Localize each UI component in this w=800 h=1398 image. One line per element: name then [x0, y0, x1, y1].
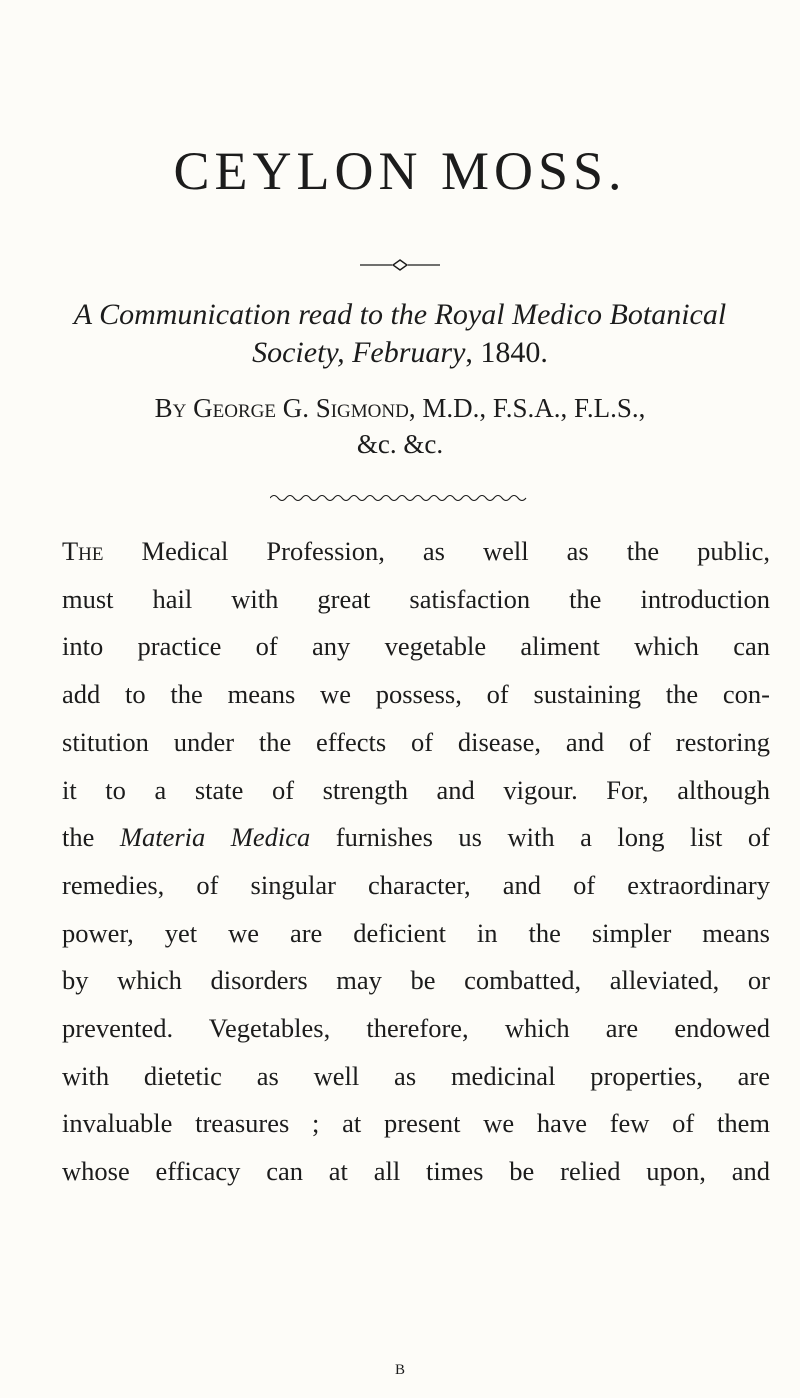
body-line-10: by which disorders may be combatted, alleviated, or [62, 965, 770, 996]
body-line-7-a: the [62, 822, 120, 853]
subtitle-society: Society [252, 336, 338, 369]
signature-mark: B [394, 1362, 405, 1378]
body-line-11: prevented. Vegetables, therefore, which are endowed [62, 1013, 770, 1044]
subtitle-month: February [352, 336, 466, 369]
body-line-14: whose efficacy can at all times be relied upon, and [62, 1156, 770, 1187]
subtitle [40, 296, 760, 372]
diamond-ornament-icon [360, 259, 440, 271]
wavy-line-icon [270, 493, 530, 503]
body-line-5: stitution under the effects of disease, and of restoring [62, 726, 770, 757]
subtitle-year: , 1840. [465, 336, 548, 369]
subtitle-line-2 [40, 334, 760, 372]
body-line-1 [62, 528, 770, 576]
body-line-3: into practice of any vegetable aliment which can [62, 631, 770, 662]
body-line-6: it to a state of strength and vigour. For, although [62, 774, 770, 805]
wavy-rule-ornament [0, 490, 800, 500]
body-line-9: power, yet we are deficient in the simpler means [62, 917, 770, 948]
body-line-12: with dietetic as well as medicinal properties, are [62, 1060, 770, 1091]
byline-line-2: &c. &c. [356, 429, 444, 459]
page-title: CEYLON MOSS. [173, 141, 627, 201]
body-line-7-b: furnishes us with a long list of [310, 822, 770, 853]
body-line-7 [62, 814, 770, 862]
subtitle-comma: , [337, 336, 353, 369]
body-line-4: add to the means we possess, of sustaining the con- [62, 679, 770, 710]
body-paragraph [62, 528, 770, 1196]
body-line-13: invaluable treasures ; at present we have few of them [62, 1108, 770, 1139]
body-line-8: remedies, of singular character, and of extraordinary [62, 869, 770, 900]
subtitle-line-1: A Communication read to the Royal Medico Botanical [73, 298, 727, 331]
byline-line-1 [40, 390, 760, 426]
author-name: By George G. Sigmond [154, 393, 409, 423]
byline [40, 390, 760, 462]
body-line-1-text: Medical Profession, as well as the public, [103, 536, 770, 566]
author-credentials: , M.D., F.S.A., F.L.S., [408, 393, 646, 423]
diamond-rule-ornament [0, 258, 800, 270]
lead-word: The [62, 536, 104, 566]
materia-medica-italic: Materia Medica [119, 822, 311, 853]
body-line-2: must hail with great satisfaction the introduction [62, 583, 770, 614]
